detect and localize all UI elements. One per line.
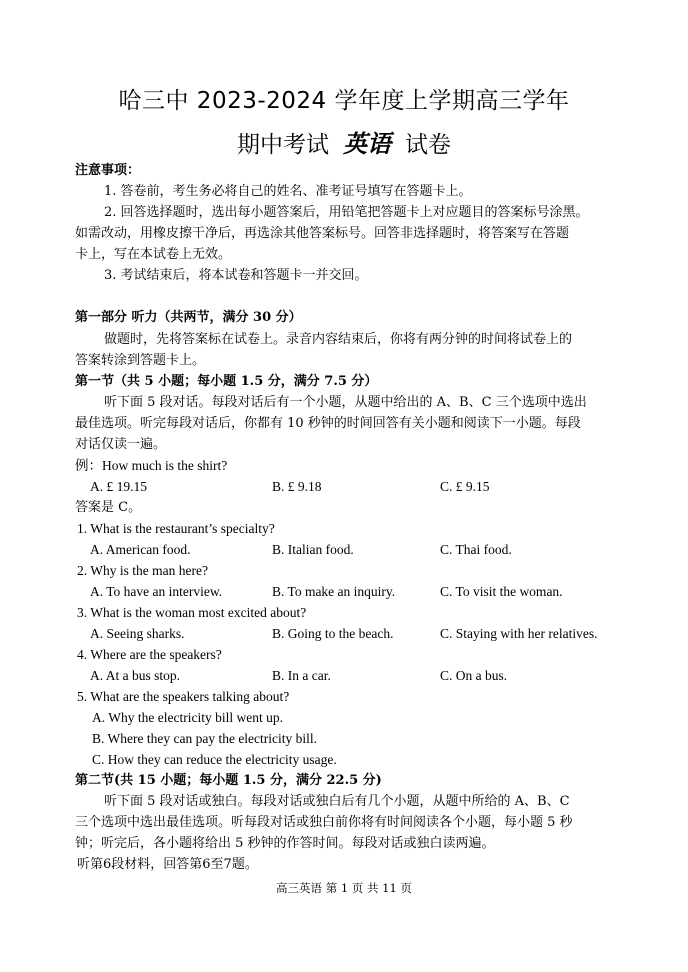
exam-subject: 英语 <box>343 129 391 158</box>
section2-intro-line-2: 三个选项中选出最佳选项。听每段对话或独白前你将有时间阅读各个小题，每小题 5 秒 <box>75 815 573 830</box>
question-2-option-a: A. To have an interview. <box>90 584 223 599</box>
section2-intro-line-3: 钟；听完后，各小题将给出 5 秒钟的作答时间。每段对话或独白读两遍。 <box>75 836 495 851</box>
question-3-option-b: B. Going to the beach. <box>272 626 394 641</box>
part1-intro-line-1: 做题时，先将答案标在试卷上。录音内容结束后，你将有两分钟的时间将试卷上的 <box>104 332 573 347</box>
notice-item-2-line-2: 如需改动，用橡皮擦干净后，再选涂其他答案标号。回答非选择题时，将答案写在答题 <box>75 226 570 241</box>
question-3: 3. What is the woman most excited about? <box>77 605 307 620</box>
example-option-b: B. £ 9.18 <box>272 479 322 494</box>
notice-item-3: 3. 考试结束后，将本试卷和答题卡一并交回。 <box>104 268 368 283</box>
section1-intro-line-2: 最佳选项。听完每段对话后，你都有 10 秒钟的时间回答有关小题和阅读下一小题。每段 <box>75 416 581 431</box>
question-1-option-c: C. Thai food. <box>440 542 512 557</box>
question-1-option-b: B. Italian food. <box>272 542 354 557</box>
question-2-option-c: C. To visit the woman. <box>440 584 563 599</box>
exam-paper-label: 试卷 <box>405 132 451 158</box>
question-5: 5. What are the speakers talking about? <box>77 689 290 704</box>
page-footer: 高三英语 第 1 页 共 11 页 <box>276 881 412 895</box>
exam-title-line2 <box>0 124 688 159</box>
notice-item-1: 1. 答卷前，考生务必将自己的姓名、准考证号填写在答题卡上。 <box>104 184 472 199</box>
question-5-option-a: A. Why the electricity bill went up. <box>92 710 283 725</box>
example-question: 例：How much is the shirt? <box>75 458 228 473</box>
part1-intro-line-2: 答案转涂到答题卡上。 <box>75 353 206 368</box>
exam-title-line1: 哈三中 2023-2024 学年度上学期高三学年 <box>118 88 570 114</box>
section2-heading: 第二节(共 15 小题；每小题 1.5 分，满分 22.5 分) <box>75 773 382 788</box>
part1-heading: 第一部分 听力（共两节，满分 30 分） <box>75 310 302 325</box>
question-1-option-a: A. American food. <box>90 542 191 557</box>
question-2: 2. Why is the man here? <box>77 563 208 578</box>
example-option-a: A. £ 19.15 <box>90 479 147 494</box>
question-3-option-a: A. Seeing sharks. <box>90 626 185 641</box>
question-5-option-c: C. How they can reduce the electricity usage. <box>92 752 337 767</box>
notice-item-2-line-1: 2. 回答选择题时，选出每小题答案后，用铅笔把答题卡上对应题目的答案标号涂黑。 <box>104 205 589 220</box>
question-5-option-b: B. Where they can pay the electricity bill. <box>92 731 318 746</box>
example-answer: 答案是 C。 <box>75 500 142 515</box>
question-4-option-a: A. At a bus stop. <box>90 668 181 683</box>
example-option-c: C. £ 9.15 <box>440 479 490 494</box>
notice-item-2-line-3: 卡上，写在本试卷上无效。 <box>75 247 232 262</box>
section1-heading: 第一节（共 5 小题；每小题 1.5 分，满分 7.5 分） <box>75 374 378 389</box>
question-4-option-c: C. On a bus. <box>440 668 508 683</box>
notice-heading: 注意事项： <box>75 163 141 178</box>
section1-intro-line-1: 听下面 5 段对话。每段对话后有一个小题，从题中给出的 A、B、C 三个选项中选出 <box>104 395 587 410</box>
section2-intro-line-1: 听下面 5 段对话或独白。每段对话或独白后有几个小题，从题中所给的 A、B、C <box>104 794 570 809</box>
question-4-option-b: B. In a car. <box>272 668 331 683</box>
question-1: 1. What is the restaurant’s specialty? <box>77 521 275 536</box>
exam-type: 期中考试 <box>237 132 329 158</box>
section2-material-note: 听第6段材料，回答第6至7题。 <box>77 857 258 872</box>
section1-intro-line-3: 对话仅读一遍。 <box>75 437 167 452</box>
question-2-option-b: B. To make an inquiry. <box>272 584 396 599</box>
question-3-option-c: C. Staying with her relatives. <box>440 626 598 641</box>
question-4: 4. Where are the speakers? <box>77 647 222 662</box>
